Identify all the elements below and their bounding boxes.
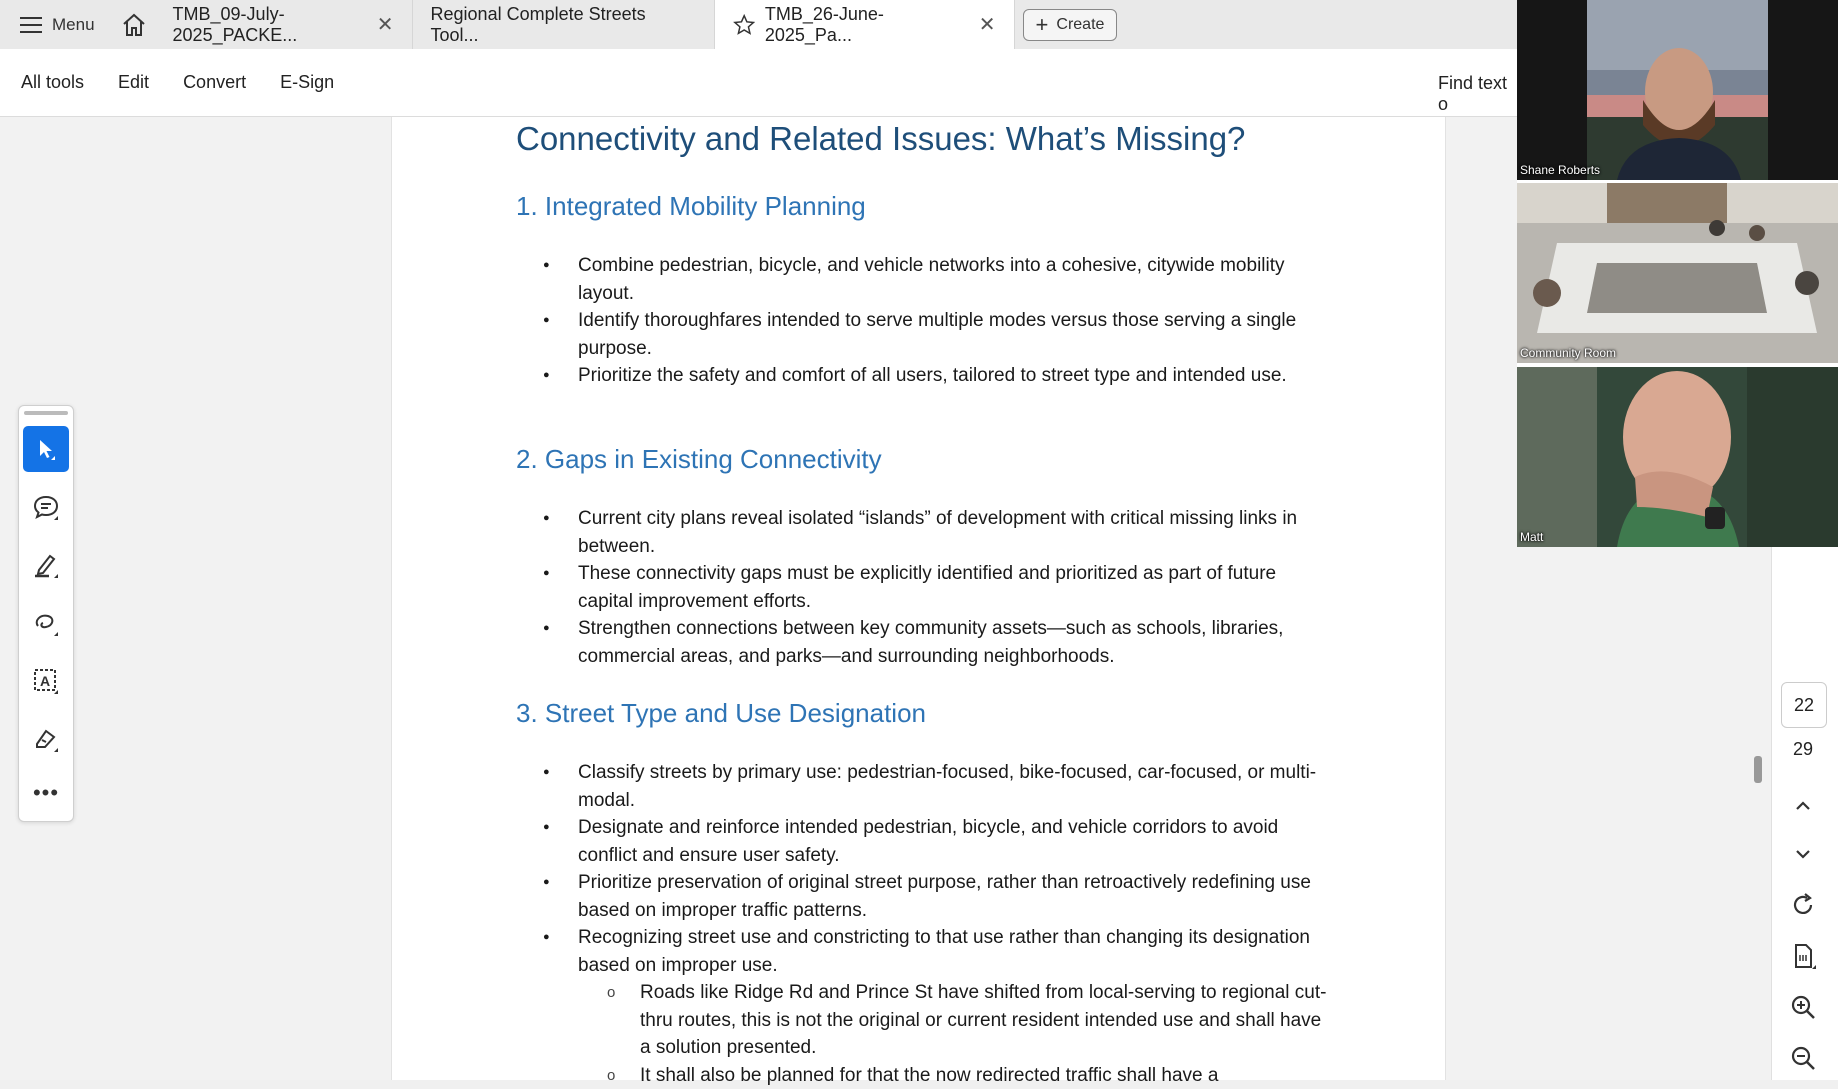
top-toolbar [0,49,1517,117]
zoom-in-icon [1789,993,1817,1021]
convert-button[interactable]: Convert [183,72,246,93]
plus-icon: + [1036,14,1049,36]
bullet-list [516,759,1336,1089]
page-heading: Connectivity and Related Issues: What’s Missing? [516,120,1245,158]
draw-tool-button[interactable] [23,600,69,646]
hamburger-icon [20,17,42,33]
tab-june-packet[interactable] [715,0,1015,49]
rotate-button[interactable] [1786,888,1820,922]
tab-packet[interactable] [159,0,413,49]
chevron-down-icon [1793,844,1813,864]
edit-button[interactable]: Edit [118,72,149,93]
home-button[interactable] [109,0,159,49]
list-item: ● Identify thoroughfares intended to serve multiple modes versus those serving a single purpose. [516,307,1336,362]
right-navigation-rail [1771,547,1838,1080]
tab-bar [0,0,1517,49]
svg-text:A: A [40,673,50,689]
esign-button[interactable]: E-Sign [280,72,334,93]
zoom-in-button[interactable] [1786,990,1820,1024]
comment-tool-button[interactable] [23,484,69,530]
tab-label: TMB_26-June-2025_Pa... [765,4,957,46]
pdf-page [391,117,1446,1080]
list-item: ● Combine pedestrian, bicycle, and vehicle networks into a cohesive, citywide mobility layout. [516,252,1336,307]
participant-video [1517,367,1838,547]
next-page-button[interactable] [1786,837,1820,871]
select-tool-button[interactable] [23,426,69,472]
participant-name: Matt [1520,530,1543,544]
highlight-tool-button[interactable] [23,542,69,588]
bullet-list [516,252,1336,390]
comment-icon [31,492,61,522]
zoom-out-icon [1789,1044,1817,1072]
menu-button[interactable] [0,0,109,49]
create-label: Create [1056,16,1104,34]
tab-label: TMB_09-July-2025_PACKE... [173,4,349,46]
sub-list-item: o Roads like Ridge Rd and Prince St have shifted from local-serving to regional cut-thru routes, this is not the original or current resident intended use and shall have a solution presented. [516,979,1336,1062]
text-box-icon [31,666,61,696]
list-item: ● Strengthen connections between key community assets—such as schools, libraries, commercial areas, and parks—and surrounding neighborhoods. [516,615,1336,670]
page-fit-button[interactable] [1786,939,1820,973]
section-title: 1. Integrated Mobility Planning [516,191,866,222]
scrollbar-thumb[interactable] [1754,756,1762,783]
all-tools-button[interactable]: All tools [21,72,84,93]
chevron-up-icon [1793,796,1813,816]
tab-label: Regional Complete Streets Tool... [431,4,696,46]
more-tools-button[interactable] [23,770,69,816]
cursor-icon [33,436,59,462]
zoom-out-button[interactable] [1786,1041,1820,1075]
star-icon[interactable] [733,13,755,37]
more-icon: ••• [33,780,59,806]
video-tile-matt[interactable] [1517,367,1838,547]
home-icon [121,13,147,37]
create-button[interactable] [1023,9,1118,41]
document-icon [1789,942,1817,970]
drag-handle[interactable] [24,411,68,415]
participant-name: Community Room [1520,346,1616,360]
section-title: 2. Gaps in Existing Connectivity [516,444,882,475]
signature-pen-icon [31,724,61,754]
list-item: ● Prioritize the safety and comfort of all users, tailored to street type and intended use. [516,362,1336,390]
list-item: ● These connectivity gaps must be explicitly identified and prioritized as part of future capital improvement efforts. [516,560,1336,615]
find-text-input[interactable]: Find text o [1438,73,1517,115]
video-tile-shane[interactable] [1517,0,1838,180]
document-viewer[interactable] [0,117,1771,1080]
bullet-list [516,505,1336,670]
close-icon[interactable]: ✕ [377,12,394,37]
sub-list-item: o It shall also be planned for that the now redirected traffic shall have a [516,1062,1336,1089]
quick-tools-panel [18,405,74,822]
previous-page-button[interactable] [1786,789,1820,823]
menu-label: Menu [52,15,95,35]
total-pages: 29 [1781,739,1825,760]
list-item: ● Classify streets by primary use: pedestrian-focused, bike-focused, car-focused, or multi-modal. [516,759,1336,814]
current-page-input[interactable]: 22 [1781,682,1827,728]
list-item: ● Current city plans reveal isolated “islands” of development with critical missing links in between. [516,505,1336,560]
list-item: ● Prioritize preservation of original street purpose, rather than retroactively redefining use based on improper traffic patterns. [516,869,1336,924]
freehand-icon [31,608,61,638]
list-item: ● Recognizing street use and constricting to that use rather than changing its designation based on improper use. [516,924,1336,979]
close-icon[interactable]: ✕ [979,12,996,37]
list-item: ● Designate and reinforce intended pedestrian, bicycle, and vehicle corridors to avoid conflict and ensure user safety. [516,814,1336,869]
text-select-tool-button[interactable] [23,658,69,704]
tab-complete-streets[interactable] [413,0,715,49]
participant-video [1517,183,1838,363]
video-call-panel [1517,0,1838,547]
participant-video [1517,0,1838,180]
video-tile-community-room[interactable] [1517,183,1838,363]
section-title: 3. Street Type and Use Designation [516,698,926,729]
participant-name: Shane Roberts [1520,163,1600,177]
pen-icon [31,550,61,580]
sign-tool-button[interactable] [23,716,69,762]
refresh-icon [1789,891,1817,919]
